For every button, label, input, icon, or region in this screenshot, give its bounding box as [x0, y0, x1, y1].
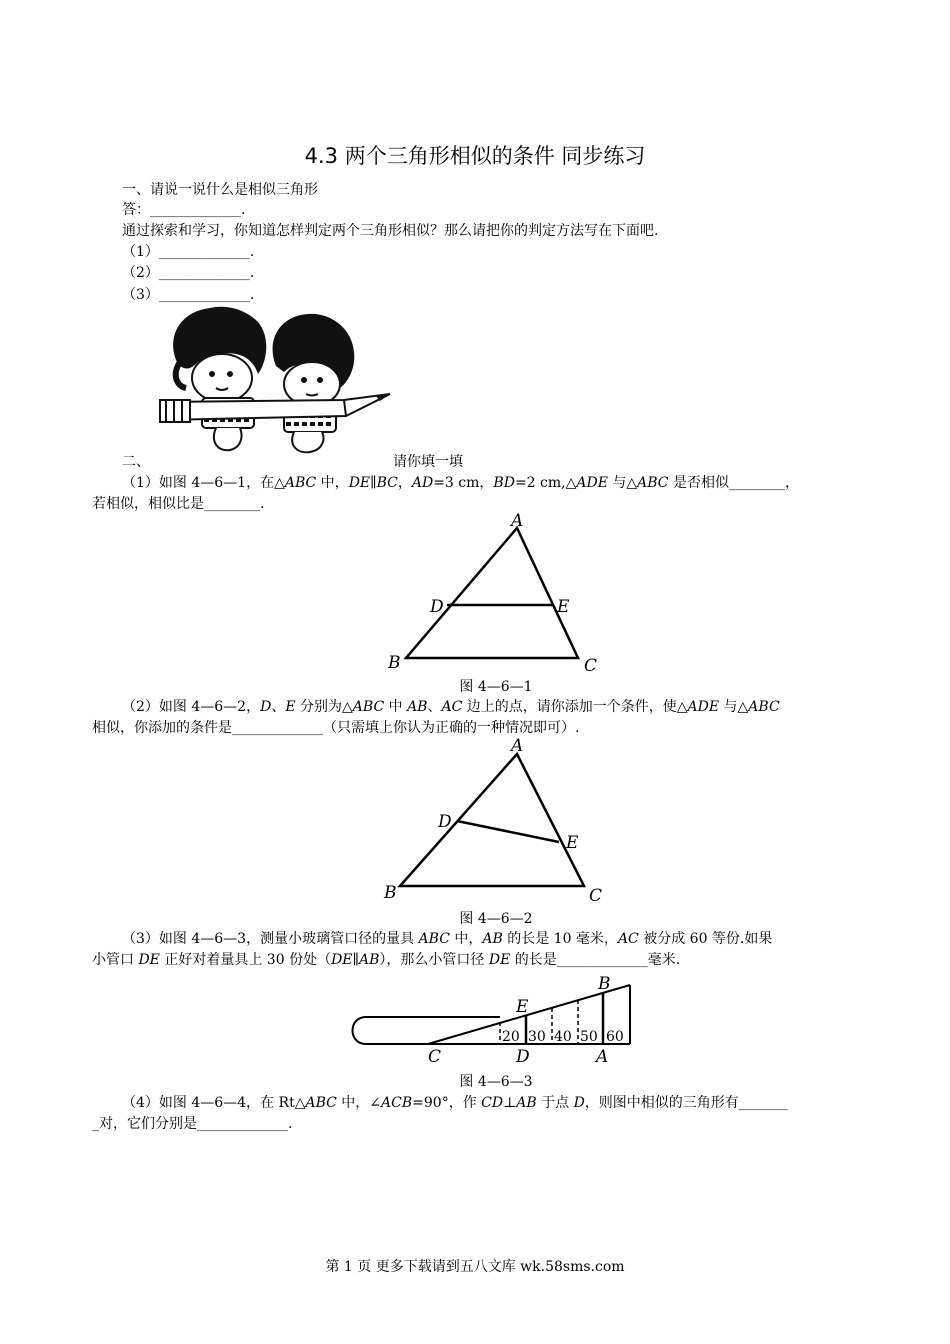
fig2-label-B: B [384, 883, 397, 903]
page-footer: 第 1 页 更多下载请到五八文库 wk.58sms.com [325, 1259, 625, 1275]
children-pencil-illustration [158, 302, 394, 460]
fig3-label-B: B [598, 974, 611, 994]
fig1-label-A: A [511, 511, 524, 531]
fig3-label-A: A [596, 1047, 609, 1067]
figure-4-6-1-caption: 图 4—6—1 [459, 679, 533, 695]
fig3-tick-30: 30 [528, 1029, 546, 1045]
page-title: 4.3 两个三角形相似的条件 同步练习 [304, 144, 646, 168]
figure-4-6-1 [380, 510, 610, 675]
fig3-label-C: C [428, 1047, 442, 1067]
fig1-label-E: E [557, 597, 570, 617]
fig1-label-C: C [584, 656, 598, 675]
question-4-line-2: _对，它们分别是_____________. [92, 1116, 293, 1132]
question-1-line-2: 若相似，相似比是________. [92, 496, 265, 512]
section1-answer: 答：_____________. [122, 202, 246, 218]
question-3-line-1: （3）如图 4—6—3，测量小玻璃管口径的量具 ABC 中，AB 的长是 10 毫米，AC 被分成 60 等份.如果 [122, 931, 773, 947]
section1-heading: 一、请说一说什么是相似三角形 [122, 182, 318, 198]
fig3-tick-60: 60 [606, 1029, 624, 1045]
figure-4-6-3-caption: 图 4—6—3 [459, 1074, 533, 1090]
fig3-tick-20: 20 [502, 1029, 520, 1045]
fig3-tick-40: 40 [554, 1029, 572, 1045]
fig2-label-E: E [566, 833, 579, 853]
figure-4-6-2 [380, 736, 610, 906]
section1-item-1: （1）_____________. [122, 244, 255, 260]
question-2-line-2: 相似，你添加的条件是_____________（只需填上你认为正确的一种情况即可）. [92, 720, 580, 736]
fig1-label-B: B [388, 653, 401, 673]
section1-item-3: （3）_____________. [122, 287, 255, 303]
fig3-tick-50: 50 [580, 1029, 598, 1045]
figure-4-6-2-caption: 图 4—6—2 [459, 911, 533, 927]
fig3-label-D: D [516, 1047, 530, 1067]
section1-item-2: （2）_____________. [122, 265, 255, 281]
fig3-label-E: E [516, 997, 529, 1017]
figure-4-6-3 [340, 970, 640, 1070]
question-4-line-1: （4）如图 4—6—4，在 Rt△ABC 中，∠ACB=90°，作 CD⊥AB 于点 D，则图中相似的三角形有_______ [122, 1095, 788, 1111]
fig2-label-A: A [511, 736, 524, 756]
section1-intro: 通过探索和学习，你知道怎样判定两个三角形相似？那么请把你的判定方法写在下面吧. [122, 223, 659, 239]
question-2-line-1: （2）如图 4—6—2，D、E 分别为△ABC 中 AB、AC 边上的点，请你添加一个条件，使△ADE 与△ABC [122, 699, 780, 715]
question-1-line-1: （1）如图 4—6—1，在△ABC 中，DE∥BC，AD=3 cm，BD=2 cm,△ADE 与△ABC 是否相似________， [122, 475, 799, 491]
section2-heading-left: 二、 [122, 454, 150, 470]
fig2-label-D: D [438, 812, 452, 832]
question-3-line-2: 小管口 DE 正好对着量具上 30 份处（DE∥AB），那么小管口径 DE 的长是_____________毫米. [92, 952, 681, 968]
section2-heading-right: 请你填一填 [393, 454, 463, 470]
fig1-label-D: D [430, 597, 444, 617]
fig2-label-C: C [589, 886, 603, 906]
